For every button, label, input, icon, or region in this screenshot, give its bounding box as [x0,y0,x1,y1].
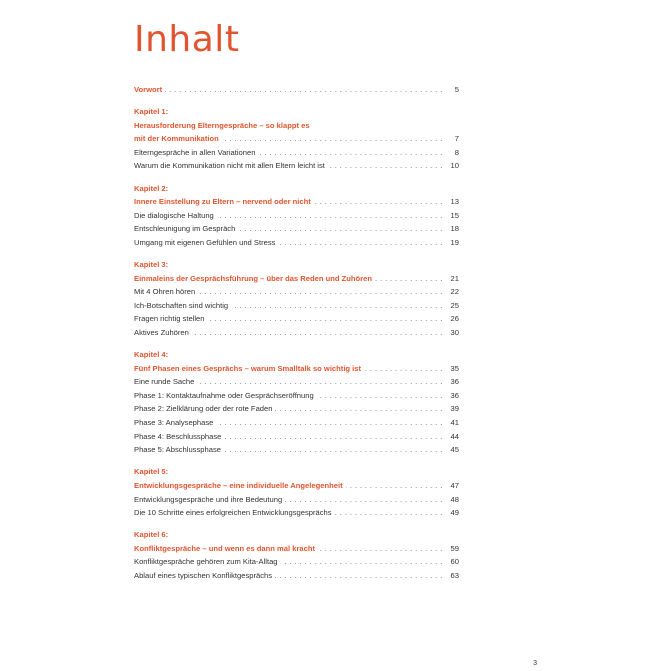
toc-entry-label: Ablauf eines typischen Konfliktgesprächs [134,571,275,580]
toc-page-number: 48 [442,493,459,507]
toc-entry-label: Fragen richtig stellen [134,314,208,323]
toc-page-number: 8 [442,146,459,160]
toc-entry-label: Warum die Kommunikation nicht mit allen Eltern leicht ist [134,161,328,170]
toc-entry [134,326,459,340]
toc-entry [134,159,459,173]
toc-page-number: 25 [442,299,459,313]
chapter-title-line [134,479,459,493]
chapter-title-line [134,195,459,209]
toc-page-number: 18 [442,222,459,236]
page-title: Inhalt [134,19,240,61]
toc-entry-label: Ich-Botschaften sind wichtig [134,301,231,310]
chapter-number: Kapitel 5: [134,467,171,476]
toc-entry-label: Vorwort [134,85,165,94]
toc-page-number: 44 [442,430,459,444]
toc-entry-vorwort [134,83,459,97]
toc-page-number: 15 [442,209,459,223]
toc-entry [134,443,459,457]
chapter-title: Entwicklungsgespräche – eine individuelle Angelegenheit [134,481,346,490]
toc-entry [134,375,459,389]
toc-entry-label: Phase 1: Kontaktaufnahme oder Gesprächseröffnung [134,391,317,400]
toc-entry [134,402,459,416]
chapter-heading [134,258,459,272]
chapter-heading [134,528,459,542]
toc-entry-label: Entschleunigung im Gespräch [134,224,238,233]
toc-entry-label: Die 10 Schritte eines erfolgreichen Entwicklungsgesprächs [134,508,335,517]
toc-page-number: 47 [442,479,459,493]
toc-page-number: 5 [442,83,459,97]
toc-entry [134,222,459,236]
toc-page-number: 35 [442,362,459,376]
chapter-title: Konfliktgespräche – und wenn es dann mal kracht [134,544,318,553]
toc-entry [134,312,459,326]
toc-entry [134,146,459,160]
toc-entry-label: Eine runde Sache [134,377,197,386]
toc-entry-label: Mit 4 Ohren hören [134,287,198,296]
toc-entry-label: Umgang mit eigenen Gefühlen und Stress [134,238,278,247]
table-of-contents [134,83,459,583]
toc-page-number: 22 [442,285,459,299]
toc-page-number: 21 [442,272,459,286]
chapter-heading [134,182,459,196]
chapter-title-line [134,272,459,286]
toc-page-number: 63 [442,569,459,583]
chapter-title-line [134,362,459,376]
chapter-title: Einmaleins der Gesprächsführung – über das Reden und Zuhören [134,274,375,283]
toc-page-number: 26 [442,312,459,326]
toc-entry [134,236,459,250]
toc-page-number: 59 [442,542,459,556]
toc-entry-label: Phase 5: Abschlussphase [134,445,224,454]
toc-entry-label: Die dialogische Haltung [134,211,217,220]
toc-entry-label: Phase 3: Analysephase [134,418,216,427]
toc-entry [134,209,459,223]
toc-entry [134,285,459,299]
chapter-heading [134,465,459,479]
toc-page-number: 41 [442,416,459,430]
page-number: 3 [533,660,537,667]
chapter-number: Kapitel 1: [134,107,171,116]
chapter-title: Innere Einstellung zu Eltern – nervend oder nicht [134,197,314,206]
chapter-title: Herausforderung Elterngespräche – so klappt es [134,121,313,130]
toc-entry-label: Konfliktgespräche gehören zum Kita-Alltag [134,557,281,566]
chapter-heading [134,348,459,362]
toc-entry [134,430,459,444]
toc-entry [134,493,459,507]
toc-entry [134,555,459,569]
chapter-title-line [134,119,459,133]
chapter-number: Kapitel 3: [134,260,171,269]
toc-entry-label: Phase 4: Beschlussphase [134,432,224,441]
toc-page-number: 19 [442,236,459,250]
toc-page-number: 36 [442,389,459,403]
toc-page-number: 7 [442,132,459,146]
toc-entry-label: Aktives Zuhören [134,328,192,337]
chapter-number: Kapitel 4: [134,350,171,359]
toc-page-number: 49 [442,506,459,520]
toc-page-number: 13 [442,195,459,209]
chapter-heading [134,105,459,119]
toc-entry [134,416,459,430]
chapter-title: Fünf Phasen eines Gesprächs – warum Smalltalk so wichtig ist [134,364,364,373]
toc-page-number: 10 [442,159,459,173]
chapter-title-line [134,132,459,146]
toc-entry [134,299,459,313]
toc-entry [134,506,459,520]
chapter-title-line [134,542,459,556]
toc-page-number: 30 [442,326,459,340]
toc-entry-label: Entwicklungsgespräche und ihre Bedeutung [134,495,285,504]
chapter-title: mit der Kommunikation [134,134,222,143]
toc-entry [134,389,459,403]
toc-entry-label: Elterngespräche in allen Variationen [134,148,258,157]
toc-page-number: 36 [442,375,459,389]
toc-entry-label: Phase 2: Zielklärung oder der rote Faden [134,404,275,413]
toc-entry [134,569,459,583]
toc-page-number: 60 [442,555,459,569]
toc-page-number: 45 [442,443,459,457]
chapter-number: Kapitel 6: [134,530,171,539]
chapter-number: Kapitel 2: [134,184,171,193]
toc-page-number: 39 [442,402,459,416]
